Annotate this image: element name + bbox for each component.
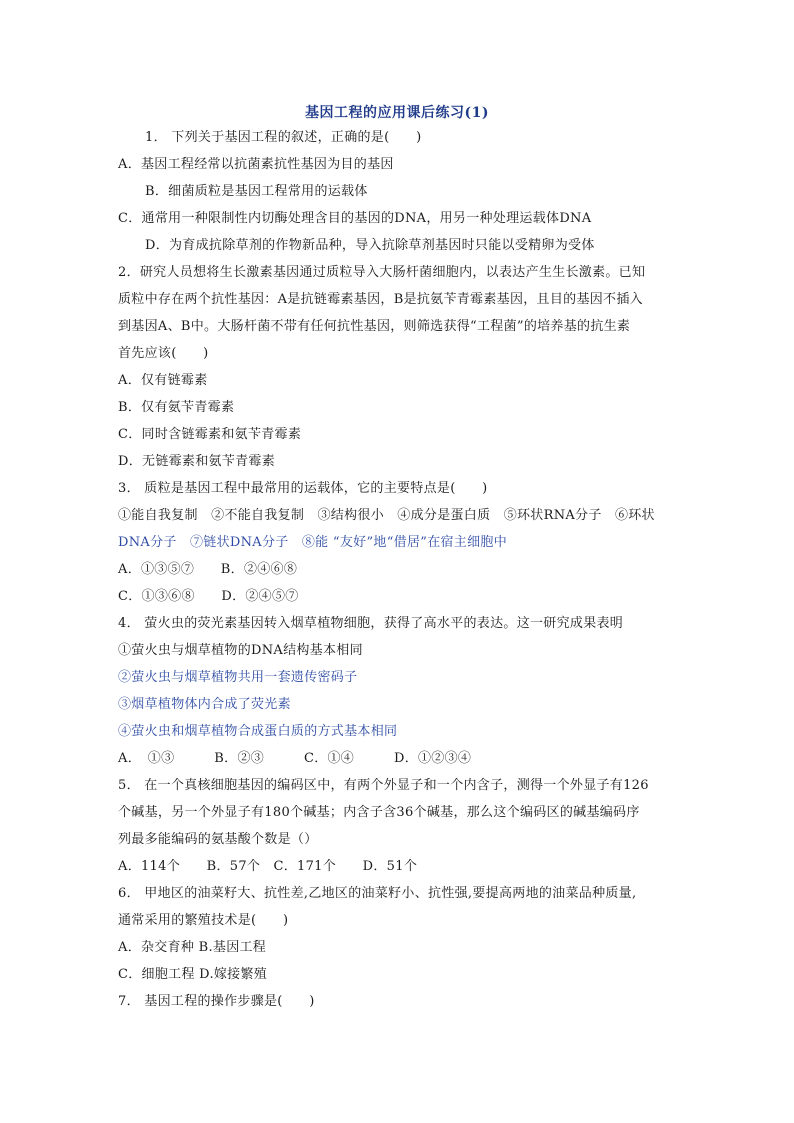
question-2-stem-line: 质粒中存在两个抗性基因：A是抗链霉素基因，B是抗氨苄青霉素基因，且目的基因不插入	[118, 292, 643, 307]
question-3-stem: 3． 质粒是基因工程中最常用的运载体，它的主要特点是( )	[118, 481, 488, 496]
question-7-stem: 7． 基因工程的操作步骤是( )	[118, 994, 315, 1009]
question-5-stem-line: 列最多能编码的氨基酸个数是（）	[118, 832, 318, 847]
q2-option-d: D．无链霉素和氨苄青霉素	[118, 454, 276, 469]
q1-option-a: A．基因工程经常以抗菌素抗性基因为目的基因	[118, 157, 394, 172]
question-1-stem: 1． 下列关于基因工程的叙述，正确的是( )	[145, 130, 422, 145]
q3-options-ab: A．①③⑤⑦ B．②④⑥⑧	[118, 562, 298, 577]
question-6-stem-line: 6． 甲地区的油菜籽大、抗性差,乙地区的油菜籽小、抗性强,要提高两地的油菜品种质量,	[118, 886, 637, 901]
q3-options-cd: C．①③⑥⑧ D．②④⑤⑦	[118, 589, 299, 604]
document-title: 基因工程的应用课后练习(1)	[305, 105, 489, 121]
q4-statement-4: ④萤火虫和烟草植物合成蛋白质的方式基本相同	[118, 724, 398, 739]
q2-option-b: B．仅有氨苄青霉素	[118, 400, 235, 415]
q1-option-d: D．为育成抗除草剂的作物新品种，导入抗除草剂基因时只能以受精卵为受体	[145, 238, 595, 253]
q4-statement-3: ③烟草植物体内合成了荧光素	[118, 697, 291, 712]
q5-options: A．114个 B．57个 C．171个 D．51个	[118, 859, 418, 874]
question-6-stem-line: 通常采用的繁殖技术是( )	[118, 913, 289, 928]
q3-statements: ①能自我复制 ②不能自我复制 ③结构很小 ④成分是蛋白质 ⑤环状RNA分子 ⑥环状	[118, 508, 655, 523]
q2-option-a: A．仅有链霉素	[118, 373, 208, 388]
question-2-stem-line: 到基因A、B中。大肠杆菌不带有任何抗性基因，则筛选获得“工程菌”的培养基的抗生素	[118, 319, 631, 334]
question-4-stem: 4． 萤火虫的荧光素基因转入烟草植物细胞，获得了高水平的表达。这一研究成果表明	[118, 616, 624, 631]
q4-options: A． ①③ B．②③ C．①④ D．①②③④	[118, 751, 472, 766]
q4-statement-2: ②萤火虫与烟草植物共用一套遗传密码子	[118, 670, 358, 685]
question-5-stem-line: 个碱基，另一个外显子有180个碱基；内含子含36个碱基，那么这个编码区的碱基编码序	[118, 805, 640, 820]
q3-statements: DNA分子 ⑦链状DNA分子 ⑧能 “友好”地“借居”在宿主细胞中	[118, 535, 507, 550]
question-5-stem-line: 5． 在一个真核细胞基因的编码区中，有两个外显子和一个内含子，测得一个外显子有126	[118, 778, 649, 793]
q2-option-c: C．同时含链霉素和氨苄青霉素	[118, 427, 302, 442]
q4-statement-1: ①萤火虫与烟草植物的DNA结构基本相同	[118, 643, 363, 658]
q1-option-c: C．通常用一种限制性内切酶处理含目的基因的DNA，用另一种处理运载体DNA	[118, 211, 592, 226]
q6-options-ab: A．杂交育种 B.基因工程	[118, 940, 267, 955]
question-2-stem-line: 2．研究人员想将生长激素基因通过质粒导入大肠杆菌细胞内，以表达产生生长激素。已知	[118, 265, 646, 280]
q1-option-b: B．细菌质粒是基因工程常用的运载体	[145, 184, 368, 199]
q6-options-cd: C．细胞工程 D.嫁接繁殖	[118, 967, 268, 982]
question-2-stem-line: 首先应该( )	[118, 346, 209, 361]
